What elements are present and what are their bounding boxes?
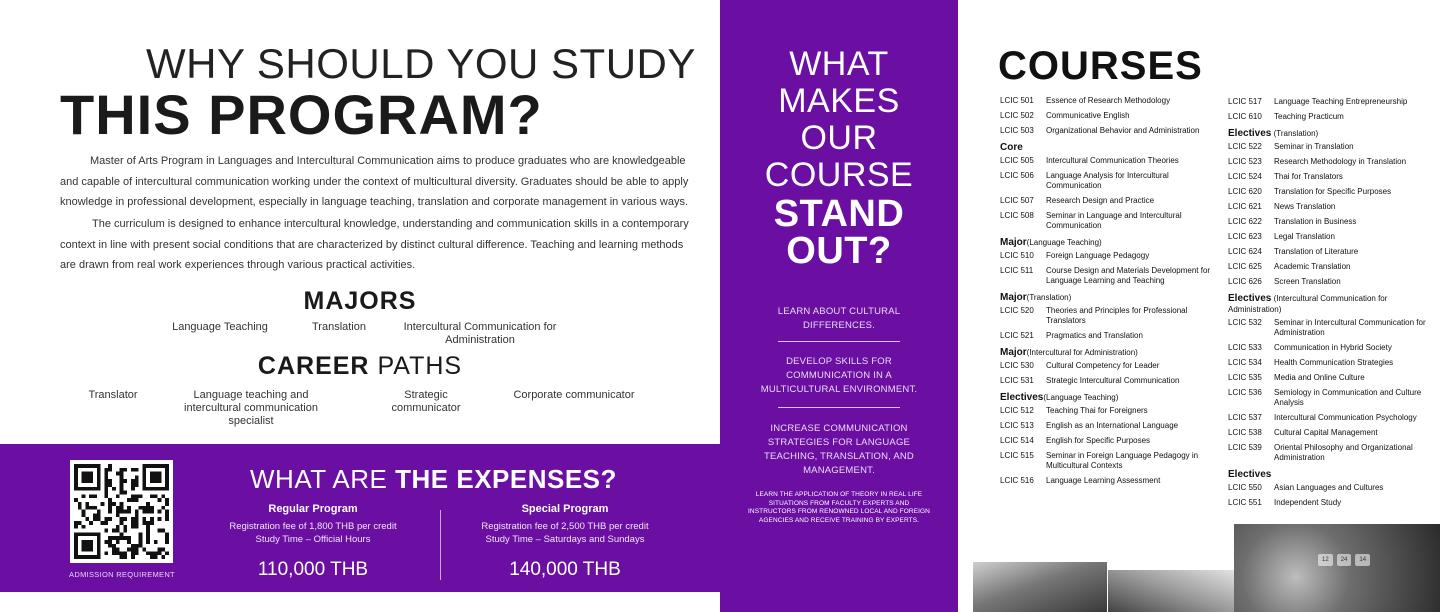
- course-row: [1228, 428, 1436, 438]
- course-section-heading: [1000, 347, 1222, 358]
- photo-icon-row: [1318, 554, 1370, 566]
- course-name: News Translation: [1274, 202, 1336, 211]
- special-program-price: 140,000 THB: [509, 559, 621, 580]
- curriculum-description: The curriculum is designed to enhance intercultural knowledge, understanding and communication skills in a contemporary context in line with present social conditions that are characterized by distinct cultural difference. Teaching and learning methods are drawn from real work experiences through various practical activities.: [60, 218, 689, 271]
- career-translator: Translator: [88, 389, 138, 401]
- stand-out-line-what: WHAT: [789, 45, 889, 83]
- course-section-heading: [1000, 142, 1222, 153]
- course-code: LCIC 516: [1000, 476, 1034, 485]
- course-name: Teaching Thai for Foreigners: [1046, 406, 1148, 415]
- regular-program-time: Study Time – Official Hours: [255, 534, 371, 545]
- regular-program: [203, 503, 423, 581]
- course-name: Media and Online Culture: [1274, 373, 1365, 382]
- course-code: LCIC 620: [1228, 187, 1262, 196]
- course-name: Thai for Translators: [1274, 172, 1343, 181]
- expenses-heading-thin: WHAT ARE: [250, 464, 388, 494]
- course-code: LCIC 531: [1000, 376, 1034, 385]
- course-code: LCIC 626: [1228, 277, 1262, 286]
- expenses-heading-bold: THE EXPENSES?: [395, 464, 617, 494]
- course-section-subtitle: (Language Teaching): [1026, 238, 1102, 247]
- course-section-title: Electives: [1228, 293, 1272, 304]
- expenses-heading: [250, 464, 617, 495]
- course-row: [1000, 126, 1222, 136]
- course-row: [1000, 306, 1222, 326]
- special-program: [455, 503, 675, 581]
- career-strategic-communicator: Strategic communicator: [391, 389, 461, 414]
- benefit-communication-strategies: INCREASE COMMUNICATION STRATEGIES FOR LANGUAGE TEACHING, TRANSLATION, AND MANAGEMENT.: [763, 423, 914, 476]
- course-code: LCIC 535: [1228, 373, 1262, 382]
- stand-out-line-makes: MAKES: [778, 82, 900, 120]
- course-row: [1228, 112, 1436, 122]
- course-section-title: Electives: [1228, 469, 1272, 480]
- course-row: [1228, 142, 1436, 152]
- course-section-heading: [1228, 128, 1436, 139]
- course-row: [1000, 406, 1222, 416]
- regular-program-fee: Registration fee of 1,800 THB per credit: [229, 521, 397, 532]
- course-name: Teaching Practicum: [1274, 112, 1344, 121]
- course-name: Health Communication Strategies: [1274, 358, 1394, 367]
- course-section-subtitle: (Language Teaching): [1043, 393, 1119, 402]
- course-name: Semiology in Communication and Culture Analysis: [1274, 388, 1422, 407]
- course-code: LCIC 514: [1000, 436, 1034, 445]
- course-row: [1228, 318, 1436, 338]
- course-name: Theories and Principles for Professional Translators: [1046, 306, 1188, 325]
- course-row: [1000, 451, 1222, 471]
- regular-program-price: 110,000 THB: [257, 559, 369, 580]
- course-name: Strategic Intercultural Communication: [1046, 376, 1180, 385]
- course-code: LCIC 610: [1228, 112, 1262, 121]
- course-row: [1228, 413, 1436, 423]
- stand-out-line-course: COURSE: [764, 156, 914, 194]
- course-name: Research Design and Practice: [1046, 196, 1155, 205]
- course-section-heading: [1228, 469, 1436, 480]
- course-section-subtitle: (Translation): [1026, 293, 1072, 302]
- course-code: LCIC 537: [1228, 413, 1262, 422]
- course-name: Seminar in Intercultural Communication for Administration: [1274, 318, 1426, 337]
- course-row: [1228, 498, 1436, 508]
- course-code: LCIC 512: [1000, 406, 1034, 415]
- course-row: [1228, 443, 1436, 463]
- students-photo-1: [973, 562, 1107, 612]
- course-row: [1000, 171, 1222, 191]
- course-name: Language Analysis for Intercultural Communication: [1046, 171, 1169, 190]
- course-code: LCIC 534: [1228, 358, 1262, 367]
- course-name: Intercultural Communication Theories: [1046, 156, 1179, 165]
- benefit-real-life-application: LEARN THE APPLICATION OF THEORY IN REAL LIFE SITUATIONS FROM FACULTY EXPERTS AND INSTRUCTORS FROM RENOWNED LOCAL AND FOREIGN AGENCIES AND RECEIVE TRAINING BY EXPERTS.: [748, 491, 930, 524]
- course-row: [1000, 111, 1222, 121]
- course-row: [1228, 187, 1436, 197]
- course-row: [1228, 373, 1436, 383]
- course-code: LCIC 532: [1228, 318, 1262, 327]
- course-section-subtitle: (Intercultural for Administration): [1026, 348, 1138, 357]
- course-name: Legal Translation: [1274, 232, 1335, 241]
- course-code: LCIC 524: [1228, 172, 1262, 181]
- course-section-heading: [1000, 292, 1222, 303]
- course-name: Intercultural Communication Psychology: [1274, 413, 1417, 422]
- course-code: LCIC 506: [1000, 171, 1034, 180]
- course-row: [1000, 211, 1222, 231]
- qr-code-icon: [74, 464, 169, 559]
- course-code: LCIC 625: [1228, 262, 1262, 271]
- course-row: [1000, 251, 1222, 261]
- career-heading-thin: PATHS: [377, 352, 463, 380]
- courses-heading: COURSES: [998, 44, 1203, 88]
- career-corporate-communicator: Corporate communicator: [513, 389, 635, 401]
- course-name: Pragmatics and Translation: [1046, 331, 1143, 340]
- course-row: [1000, 376, 1222, 386]
- course-name: Translation of Literature: [1274, 247, 1359, 256]
- students-photo-2: [1108, 570, 1240, 612]
- course-code: LCIC 513: [1000, 421, 1034, 430]
- stand-out-line-our: OUR: [800, 119, 878, 157]
- majors-heading: MAJORS: [303, 287, 417, 315]
- course-code: LCIC 511: [1000, 266, 1034, 275]
- course-row: [1228, 247, 1436, 257]
- course-code: LCIC 533: [1228, 343, 1262, 352]
- course-name: Language Learning Assessment: [1046, 476, 1161, 485]
- course-name: Language Teaching Entrepreneurship: [1274, 97, 1408, 106]
- benefit-divider: [778, 341, 900, 342]
- course-name: Oriental Philosophy and Organizational Administration: [1274, 443, 1413, 462]
- course-name: Seminar in Language and Intercultural Communication: [1046, 211, 1182, 230]
- regular-program-title: Regular Program: [268, 503, 358, 515]
- courses-panel: [958, 0, 1440, 612]
- course-code: LCIC 522: [1228, 142, 1262, 151]
- courses-column-2: [1228, 97, 1436, 513]
- expenses-band: [0, 444, 720, 592]
- special-program-time: Study Time – Saturdays and Sundays: [485, 534, 645, 545]
- course-row: [1000, 196, 1222, 206]
- benefit-communication-skills: DEVELOP SKILLS FOR COMMUNICATION IN A MULTICULTURAL ENVIRONMENT.: [760, 356, 918, 395]
- students-photo-3: [1234, 524, 1440, 612]
- course-name: Cultural Competency for Leader: [1046, 361, 1160, 370]
- course-code: LCIC 505: [1000, 156, 1034, 165]
- course-section-title: Major: [1000, 292, 1027, 303]
- course-name: Organizational Behavior and Administration: [1046, 126, 1200, 135]
- career-language-specialist: Language teaching and intercultural communication specialist: [184, 389, 318, 427]
- course-name: English for Specific Purposes: [1046, 436, 1151, 445]
- photo-icon-count-3: 14: [1355, 554, 1370, 566]
- course-code: LCIC 623: [1228, 232, 1262, 241]
- course-code: LCIC 515: [1000, 451, 1034, 460]
- career-paths-heading: [0, 352, 720, 381]
- course-row: [1228, 217, 1436, 227]
- course-name: Independent Study: [1274, 498, 1342, 507]
- course-name: Translation for Specific Purposes: [1274, 187, 1392, 196]
- course-section-subtitle: (Intercultural Communication for Administration): [1228, 294, 1388, 314]
- course-name: Translation in Business: [1274, 217, 1357, 226]
- program-divider: [440, 510, 441, 580]
- course-row: [1000, 476, 1222, 486]
- course-code: LCIC 536: [1228, 388, 1262, 397]
- course-row: [1000, 361, 1222, 371]
- course-name: Communicative English: [1046, 111, 1130, 120]
- course-code: LCIC 538: [1228, 428, 1262, 437]
- course-name: Academic Translation: [1274, 262, 1351, 271]
- course-row: [1228, 202, 1436, 212]
- course-name: Research Methodology in Translation: [1274, 157, 1407, 166]
- course-code: LCIC 508: [1000, 211, 1034, 220]
- course-row: [1000, 266, 1222, 286]
- course-row: [1000, 156, 1222, 166]
- course-section-title: Major: [1000, 347, 1027, 358]
- course-row: [1228, 343, 1436, 353]
- stand-out-line-out: OUT?: [786, 230, 892, 272]
- course-code: LCIC 624: [1228, 247, 1262, 256]
- admission-qr-code[interactable]: [70, 460, 173, 563]
- heading-why-study: WHY SHOULD YOU STUDY: [146, 40, 696, 87]
- course-section-subtitle: (Translation): [1271, 129, 1319, 138]
- course-code: LCIC 507: [1000, 196, 1034, 205]
- course-section-title: Core: [1000, 142, 1023, 153]
- course-code: LCIC 530: [1000, 361, 1034, 370]
- course-code: LCIC 517: [1228, 97, 1262, 106]
- course-code: LCIC 551: [1228, 498, 1262, 507]
- course-name: Screen Translation: [1274, 277, 1341, 286]
- course-row: [1228, 262, 1436, 272]
- course-code: LCIC 523: [1228, 157, 1262, 166]
- benefit-cultural-differences: LEARN ABOUT CULTURAL DIFFERENCES.: [777, 306, 901, 331]
- course-row: [1000, 96, 1222, 106]
- course-row: [1228, 358, 1436, 368]
- course-code: LCIC 501: [1000, 96, 1034, 105]
- course-name: Seminar in Translation: [1274, 142, 1354, 151]
- benefit-divider: [778, 407, 900, 408]
- course-row: [1000, 436, 1222, 446]
- course-code: LCIC 502: [1000, 111, 1034, 120]
- special-program-title: Special Program: [521, 503, 609, 515]
- course-row: [1228, 172, 1436, 182]
- photo-icon-count-1: 12: [1318, 554, 1333, 566]
- course-row: [1000, 421, 1222, 431]
- course-code: LCIC 621: [1228, 202, 1262, 211]
- career-heading-bold: CAREER: [257, 352, 370, 380]
- major-intercultural-communication: Intercultural Communication for Administration: [403, 321, 557, 346]
- heading-this-program: THIS PROGRAM?: [60, 83, 543, 146]
- course-section-heading: [1000, 392, 1222, 403]
- course-section-heading: [1000, 237, 1222, 248]
- qr-caption: ADMISSION REQUIREMENT: [69, 570, 175, 579]
- course-name: Asian Languages and Cultures: [1274, 483, 1384, 492]
- course-section-heading: [1228, 293, 1436, 315]
- course-name: Communication in Hybrid Society: [1274, 343, 1392, 352]
- course-row: [1000, 331, 1222, 341]
- course-code: LCIC 510: [1000, 251, 1034, 260]
- course-name: Course Design and Materials Development for Language Learning and Teaching: [1046, 266, 1211, 285]
- special-program-fee: Registration fee of 2,500 THB per credit: [481, 521, 649, 532]
- program-description: Master of Arts Program in Languages and Intercultural Communication aims to produce graduates who are knowledgeable and capable of intercultural communication working under the context of multicultural diversity. Graduates should be able to apply knowledge in professional development, especially in language teaching, translation and corporate management in various ways.: [60, 155, 689, 208]
- course-row: [1228, 277, 1436, 287]
- course-row: [1228, 97, 1436, 107]
- course-row: [1228, 483, 1436, 493]
- course-name: Seminar in Foreign Language Pedagogy in Multicultural Contexts: [1046, 451, 1199, 470]
- course-code: LCIC 503: [1000, 126, 1034, 135]
- course-section-title: Major: [1000, 237, 1027, 248]
- course-code: LCIC 521: [1000, 331, 1034, 340]
- course-row: [1228, 388, 1436, 408]
- stand-out-panel: [720, 0, 958, 612]
- course-name: Cultural Capital Management: [1274, 428, 1378, 437]
- courses-column-1: [1000, 96, 1222, 491]
- stand-out-line-stand: STAND: [773, 193, 905, 235]
- course-name: Foreign Language Pedagogy: [1046, 251, 1150, 260]
- photo-icon-count-2: 24: [1337, 554, 1352, 566]
- course-code: LCIC 550: [1228, 483, 1262, 492]
- course-code: LCIC 520: [1000, 306, 1034, 315]
- course-section-title: Electives: [1000, 392, 1044, 403]
- course-code: LCIC 539: [1228, 443, 1262, 452]
- major-language-teaching: Language Teaching: [172, 321, 268, 333]
- course-row: [1228, 232, 1436, 242]
- course-name: English as an International Language: [1046, 421, 1179, 430]
- course-section-title: Electives: [1228, 128, 1272, 139]
- course-code: LCIC 622: [1228, 217, 1262, 226]
- major-translation: Translation: [311, 321, 366, 333]
- course-name: Essence of Research Methodology: [1046, 96, 1171, 105]
- course-row: [1228, 157, 1436, 167]
